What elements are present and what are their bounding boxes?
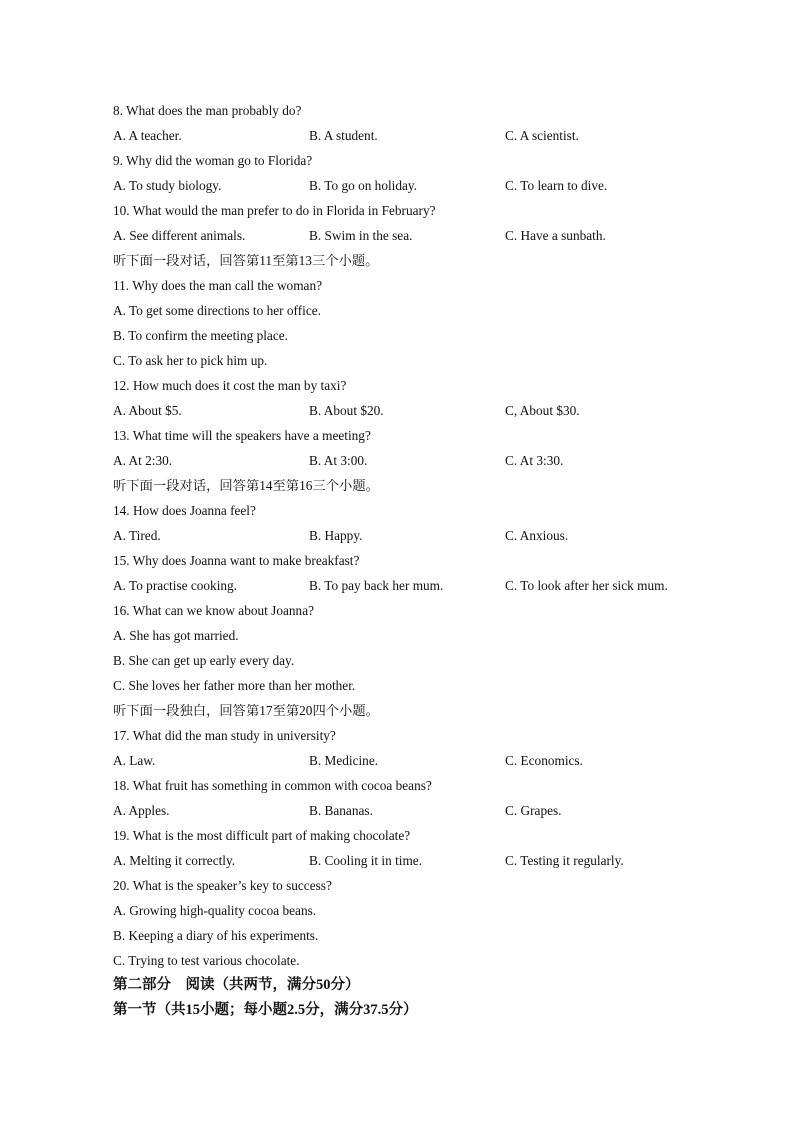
option-a: A. To get some directions to her office. xyxy=(113,303,321,318)
option-a: A. A teacher. xyxy=(113,128,182,143)
option-a: A. To practise cooking. xyxy=(113,578,238,593)
option-c: C. Anxious. xyxy=(505,528,569,543)
option-b: B. To confirm the meeting place. xyxy=(113,328,288,343)
options-13 xyxy=(113,448,713,473)
question-12: 12. How much does it cost the man by taxi? xyxy=(113,378,347,393)
question-11: 11. Why does the man call the woman? xyxy=(113,278,322,293)
option-b: B. About $20. xyxy=(309,403,384,418)
option-b: B. Medicine. xyxy=(309,753,379,768)
question-20: 20. What is the speaker’s key to success? xyxy=(113,878,332,893)
option-c: C. She loves her father more than her mother. xyxy=(113,678,356,693)
option-c: C. At 3:30. xyxy=(505,453,564,468)
option-b: B. Happy. xyxy=(309,528,363,543)
question-8: 8. What does the man probably do? xyxy=(113,103,302,118)
option-c: C. A scientist. xyxy=(505,128,579,143)
option-a: A. About $5. xyxy=(113,403,182,418)
option-b: B. Swim in the sea. xyxy=(309,228,413,243)
option-c: C. Economics. xyxy=(505,753,583,768)
option-b: B. Bananas. xyxy=(309,803,373,818)
options-15 xyxy=(113,573,713,598)
option-c: C. Trying to test various chocolate. xyxy=(113,953,300,968)
question-19: 19. What is the most difficult part of making chocolate? xyxy=(113,828,411,843)
options-10 xyxy=(113,223,713,248)
option-c: C. To look after her sick mum. xyxy=(505,578,668,593)
option-b: B. Cooling it in time. xyxy=(309,853,423,868)
instruction-14-16: 听下面一段对话，回答第14至第16三个小题。 xyxy=(113,478,379,493)
option-b: B. To pay back her mum. xyxy=(309,578,444,593)
option-c: C. Grapes. xyxy=(505,803,562,818)
option-b: B. To go on holiday. xyxy=(309,178,418,193)
option-c: C. To ask her to pick him up. xyxy=(113,353,268,368)
options-19 xyxy=(113,848,713,873)
option-c: C. Have a sunbath. xyxy=(505,228,606,243)
option-a: A. To study biology. xyxy=(113,178,222,193)
question-17: 17. What did the man study in university? xyxy=(113,728,336,743)
option-a: A. She has got married. xyxy=(113,628,239,643)
option-a: A. Apples. xyxy=(113,803,170,818)
option-b: B. A student. xyxy=(309,128,378,143)
options-14 xyxy=(113,523,713,548)
listening-section xyxy=(113,98,713,1023)
question-14: 14. How does Joanna feel? xyxy=(113,503,256,518)
option-a: A. See different animals. xyxy=(113,228,246,243)
question-13: 13. What time will the speakers have a meeting? xyxy=(113,428,371,443)
question-9: 9. Why did the woman go to Florida? xyxy=(113,153,313,168)
option-b: B. She can get up early every day. xyxy=(113,653,295,668)
option-c: C. Testing it regularly. xyxy=(505,853,624,868)
question-10: 10. What would the man prefer to do in Florida in February? xyxy=(113,203,436,218)
option-a: A. Melting it correctly. xyxy=(113,853,236,868)
option-c: C. To learn to dive. xyxy=(505,178,608,193)
options-9 xyxy=(113,173,713,198)
options-17 xyxy=(113,748,713,773)
question-15: 15. Why does Joanna want to make breakfast? xyxy=(113,553,360,568)
option-a: A. Law. xyxy=(113,753,156,768)
question-16: 16. What can we know about Joanna? xyxy=(113,603,314,618)
option-a: A. Tired. xyxy=(113,528,161,543)
option-b: B. Keeping a diary of his experiments. xyxy=(113,928,319,943)
question-18: 18. What fruit has something in common with cocoa beans? xyxy=(113,778,432,793)
section-1-title: 第一节（共15小题；每小题2.5分，满分37.5分） xyxy=(113,1002,418,1018)
option-c: C, About $30. xyxy=(505,403,580,418)
options-18 xyxy=(113,798,713,823)
part-2-title: 第二部分 阅读（共两节，满分50分） xyxy=(113,977,360,993)
option-a: A. At 2:30. xyxy=(113,453,173,468)
instruction-11-13: 听下面一段对话，回答第11至第13三个小题。 xyxy=(113,253,379,268)
instruction-17-20: 听下面一段独白，回答第17至第20四个小题。 xyxy=(113,703,379,718)
options-8 xyxy=(113,123,713,148)
option-a: A. Growing high-quality cocoa beans. xyxy=(113,903,317,918)
option-b: B. At 3:00. xyxy=(309,453,368,468)
options-12 xyxy=(113,398,713,423)
